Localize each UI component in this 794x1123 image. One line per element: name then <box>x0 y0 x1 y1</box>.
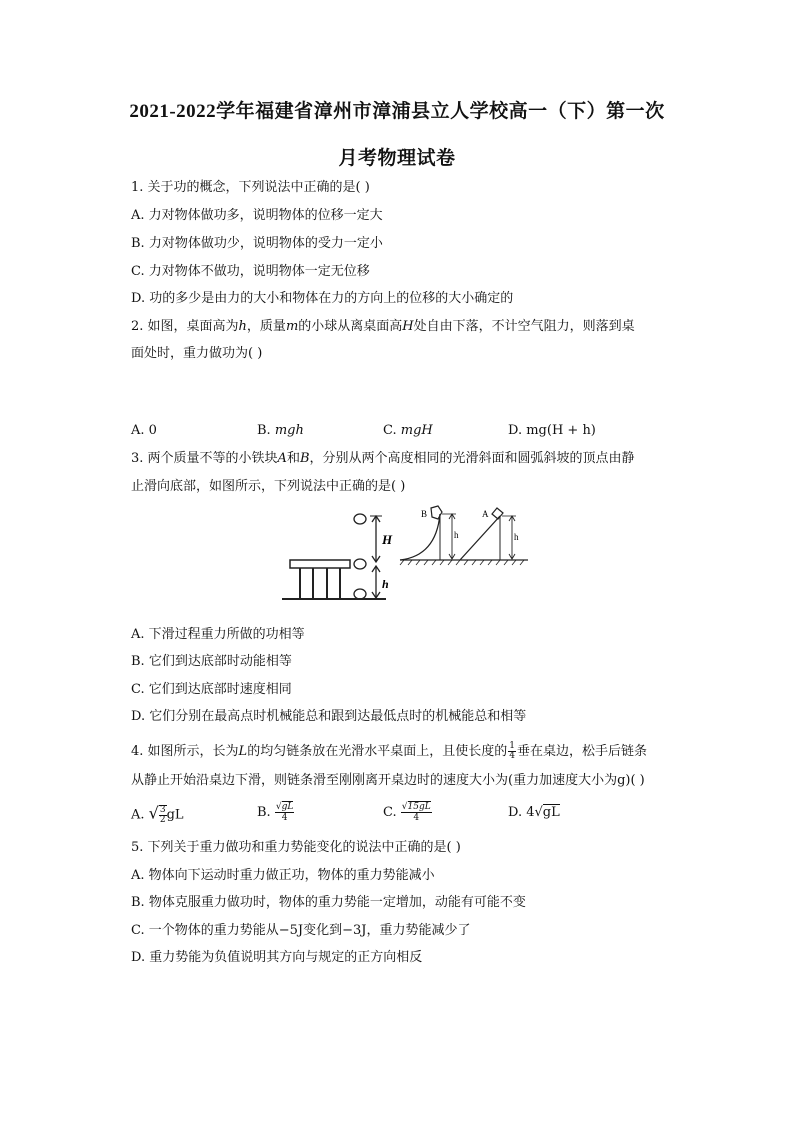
label-h: h <box>382 577 389 591</box>
exam-title-line2: 月考物理试卷 <box>338 148 456 169</box>
q3-option-d: D. 它们分别在最高点时机械能总和跟到达最低点时的机械能总和相等 <box>131 709 527 724</box>
ball-top <box>354 514 366 524</box>
q4-fraction-den: 4 <box>509 751 515 761</box>
q2-option-d: D. mg(H + h) <box>508 423 596 438</box>
q4-stem-part: 垂在桌边，松手后链条 <box>516 744 647 759</box>
q4-option-c-radicand: 15gL <box>407 802 431 812</box>
exam-title-line1: 2021-2022学年福建省漳州市漳浦县立人学校高一（下）第一次 <box>129 101 665 122</box>
q2-option-c-value: mgH <box>400 423 433 438</box>
label-h-right: h <box>514 532 519 542</box>
block-a <box>492 508 503 519</box>
q4-fraction <box>508 742 516 761</box>
label-A: A <box>482 509 489 519</box>
q5-stem: 5. 下列关于重力做功和重力势能变化的说法中正确的是( ) <box>131 840 461 855</box>
label-h-left: h <box>454 530 459 540</box>
q3-var-B: B <box>299 451 310 466</box>
q2-option-b <box>257 423 304 439</box>
q1-option-d: D. 功的多少是由力的大小和物体在力的方向上的位移的大小确定的 <box>131 291 514 306</box>
q5-option-c: C. 一个物体的重力势能从−5J变化到−3J，重力势能减少了 <box>131 923 471 938</box>
q4-stem-part: 的均匀链条放在光滑水平桌面上，且使长度的 <box>247 744 508 759</box>
q2-stem <box>131 319 635 335</box>
q4-option-a-den: 2 <box>159 815 166 825</box>
label-B: B <box>421 509 428 519</box>
q2-option-c-label: C. <box>383 423 401 438</box>
q3-option-a: A. 下滑过程重力所做的功相等 <box>131 627 305 642</box>
q4-option-a-label: A. <box>131 807 145 823</box>
q4-option-c-fraction <box>401 802 432 823</box>
q1-option-a: A. 力对物体做功多，说明物体的位移一定大 <box>131 208 383 223</box>
q4-option-b <box>257 802 294 823</box>
q3-option-c: C. 它们到达底部时速度相同 <box>131 682 292 697</box>
q1-stem: 1. 关于功的概念，下列说法中正确的是( ) <box>131 180 370 195</box>
q4-option-b-den: 4 <box>281 813 288 823</box>
q4-option-c <box>383 802 432 823</box>
q2-option-c <box>383 423 433 439</box>
q4-option-c-num: √15gL <box>401 802 431 812</box>
q2-var-H: H <box>402 319 414 334</box>
q2-var-h: h <box>238 319 247 334</box>
q1-option-b: B. 力对物体做功少，说明物体的受力一定小 <box>131 236 383 251</box>
q5-option-b: B. 物体克服重力做功时，物体的重力势能一定增加，动能有可能不变 <box>131 895 526 910</box>
q4-stem <box>131 742 647 761</box>
q4-option-b-num: √gL <box>275 802 294 812</box>
q3-stem <box>131 451 635 467</box>
q2-option-a: A. 0 <box>131 423 157 438</box>
q4-option-d <box>508 805 560 821</box>
q3-stem-part: 3. 两个质量不等的小铁块 <box>131 451 278 466</box>
q4-stem-part: 4. 如图所示，长为 <box>131 744 239 759</box>
curved-slope <box>400 514 440 560</box>
q4-option-b-fraction <box>275 802 295 823</box>
q5-option-d: D. 重力势能为负值说明其方向与规定的正方向相反 <box>131 950 423 965</box>
q3-stem-part: 和 <box>286 451 300 466</box>
q4-option-a-tail: gL <box>166 807 184 823</box>
q4-option-c-den: 4 <box>413 813 420 823</box>
q4-fraction-num: 1 <box>509 741 515 751</box>
q4-option-b-label: B. <box>257 805 271 820</box>
incline <box>460 516 500 560</box>
q4-option-c-label: C. <box>383 805 397 820</box>
q4-option-b-radicand: gL <box>281 802 294 812</box>
q2-var-m: m <box>285 319 299 334</box>
figure-table-ball <box>280 508 393 604</box>
q4-option-a-num: 3 <box>159 805 166 815</box>
q2-stem-part: 处自由下落，不计空气阻力，则落到桌 <box>413 319 635 334</box>
q2-stem-part: 的小球从离桌面高 <box>298 319 403 334</box>
q1-option-c: C. 力对物体不做功，说明物体一定无位移 <box>131 264 370 279</box>
sqrt-sign: √ <box>148 803 159 823</box>
figure-slopes <box>398 504 530 566</box>
q4-var-L: L <box>238 744 248 759</box>
q4-option-d-label: D. 4 <box>508 805 535 820</box>
q4-option-d-radicand: gL <box>542 805 560 820</box>
q2-stem-line2: 面处时，重力做功为( ) <box>131 346 263 361</box>
q5-option-a: A. 物体向下运动时重力做正功，物体的重力势能减小 <box>131 868 435 883</box>
q4-option-a <box>131 805 184 825</box>
ball-middle <box>354 559 366 569</box>
label-H: H <box>382 532 393 547</box>
q2-option-b-label: B. <box>257 423 275 438</box>
q3-stem-part: ，分别从两个高度相同的光滑斜面和圆弧斜坡的顶点由静 <box>309 451 635 466</box>
q2-stem-part: 2. 如图，桌面高为 <box>131 319 239 334</box>
q2-stem-part: ，质量 <box>246 319 286 334</box>
q3-stem-line2: 止滑向底部，如图所示，下列说法中正确的是( ) <box>131 479 406 494</box>
q4-option-a-fraction <box>159 805 167 825</box>
q4-stem-line2: 从静止开始沿桌边下滑，则链条滑至刚刚离开桌边时的速度大小为(重力加速度大小为g)( ) <box>131 773 645 788</box>
table-top <box>290 560 350 568</box>
sqrt-sign: √ <box>534 805 543 820</box>
q2-option-b-value: mgh <box>274 423 304 438</box>
q3-var-A: A <box>277 451 287 466</box>
q3-option-b: B. 它们到达底部时动能相等 <box>131 654 292 669</box>
ball-bottom <box>354 589 366 599</box>
